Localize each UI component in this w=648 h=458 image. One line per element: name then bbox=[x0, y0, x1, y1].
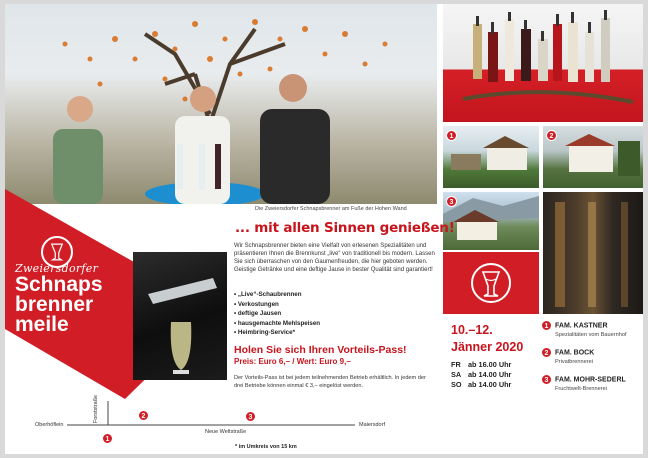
feature-item: • „Live“-Schaubrennen bbox=[234, 290, 320, 300]
headline: ... mit allen Sinnen genießen! bbox=[235, 220, 455, 236]
intro-text: Wir Schnapsbrenner bieten eine Vielfalt von erlesenen Spezialitäten und präsentieren Ihnen die Brennkunst „live“ von traditionell bis modern. Lassen Sie sich überraschen von den Gaumenfreuden, die hier geboten werden. Geistige Getränke und eine deftige Jause in bester Qualität sind garantiert! bbox=[234, 243, 435, 273]
time-day: FR bbox=[451, 360, 461, 369]
map-label-west: Oberhöflein bbox=[35, 422, 64, 428]
bottles-photo bbox=[443, 4, 643, 122]
bottles-illustration bbox=[443, 4, 643, 122]
family-name: FAM. KASTNER bbox=[555, 322, 608, 330]
farm-photo-3 bbox=[443, 192, 539, 250]
distillery-illustration bbox=[543, 192, 643, 314]
route-map bbox=[5, 394, 445, 454]
brand-sub: Zweiersdorfer bbox=[15, 262, 99, 275]
photo-number-3: 3 bbox=[446, 196, 457, 207]
time-value: ab 14.00 Uhr bbox=[468, 370, 512, 379]
brand-line-1: Schnaps bbox=[15, 273, 103, 296]
farm-photo-1 bbox=[443, 126, 539, 188]
glass-photo bbox=[133, 252, 227, 380]
feature-item: • Verkostungen bbox=[234, 300, 320, 310]
pass-price: Preis: Euro 6,– / Wert: Euro 9,– bbox=[234, 357, 351, 366]
time-row bbox=[451, 370, 511, 380]
farm-photo-1-illustration bbox=[443, 126, 539, 188]
flyer-page bbox=[5, 4, 643, 454]
time-row bbox=[451, 360, 511, 370]
event-times bbox=[451, 360, 511, 390]
photo-number-1: 1 bbox=[446, 130, 457, 141]
hero-caption: Die Zweiersdorfer Schnapsbrenner am Fuße der Hohen Wand bbox=[255, 206, 407, 212]
map-label-side: Forststraße bbox=[93, 394, 99, 423]
feature-item: • deftige Jausen bbox=[234, 309, 320, 319]
footnote: * im Umkreis von 15 km bbox=[235, 444, 297, 450]
map-marker-1: 1 bbox=[102, 433, 113, 444]
event-date-month: Jänner 2020 bbox=[451, 340, 524, 354]
family-number: 2 bbox=[541, 347, 552, 358]
glass-illustration bbox=[133, 252, 227, 380]
family-name: FAM. BOCK bbox=[555, 349, 595, 357]
family-description: Fruchtwelt-Brennerei bbox=[555, 386, 607, 392]
map-marker-2: 2 bbox=[138, 410, 149, 421]
farm-photo-2-illustration bbox=[543, 126, 643, 188]
family-entry-1 bbox=[541, 320, 627, 338]
feature-item: • Heimbring-Service* bbox=[234, 328, 320, 338]
brand-line-3: meile bbox=[15, 313, 69, 336]
family-number: 1 bbox=[541, 320, 552, 331]
feature-item: • hausgemachte Mehlspeisen bbox=[234, 319, 320, 329]
family-name: FAM. MOHR-SEDERL bbox=[555, 376, 626, 384]
brand-line-2: brenner bbox=[15, 293, 94, 316]
family-entry-2 bbox=[541, 347, 594, 365]
time-row bbox=[451, 380, 511, 390]
family-entry-3 bbox=[541, 374, 626, 392]
farm-photo-2 bbox=[543, 126, 643, 188]
map-marker-3: 3 bbox=[245, 411, 256, 422]
family-description: Privatbrennerei bbox=[555, 359, 593, 365]
brand-block bbox=[15, 262, 103, 335]
family-description: Spezialitäten vom Bauernhof bbox=[555, 332, 627, 338]
hero-illustration bbox=[5, 4, 437, 204]
logo-tile bbox=[443, 252, 539, 314]
farm-photo-3-illustration bbox=[443, 192, 539, 250]
glass-logo-icon bbox=[443, 252, 539, 314]
time-value: ab 16.00 Uhr bbox=[468, 360, 512, 369]
time-value: ab 14.00 Uhr bbox=[468, 380, 512, 389]
pass-title: Holen Sie sich Ihren Vorteils-Pass! bbox=[234, 344, 407, 356]
feature-list bbox=[234, 290, 320, 338]
pass-text: Der Vorteils-Pass ist bei jedem teilnehmenden Betrieb erhältlich. In jedem der drei Betriebe können einmal € 3,– eingelöst werden. bbox=[234, 375, 426, 389]
family-number: 3 bbox=[541, 374, 552, 385]
hero-photo bbox=[5, 4, 437, 204]
distillery-photo bbox=[543, 192, 643, 314]
time-day: SA bbox=[451, 370, 462, 379]
event-date bbox=[451, 322, 523, 356]
event-date-days: 10.–12. bbox=[451, 323, 493, 337]
map-label-east: Maiersdorf bbox=[359, 422, 385, 428]
time-day: SO bbox=[451, 380, 462, 389]
map-label-road: Neue Weltstraße bbox=[205, 429, 247, 435]
photo-number-2: 2 bbox=[546, 130, 557, 141]
